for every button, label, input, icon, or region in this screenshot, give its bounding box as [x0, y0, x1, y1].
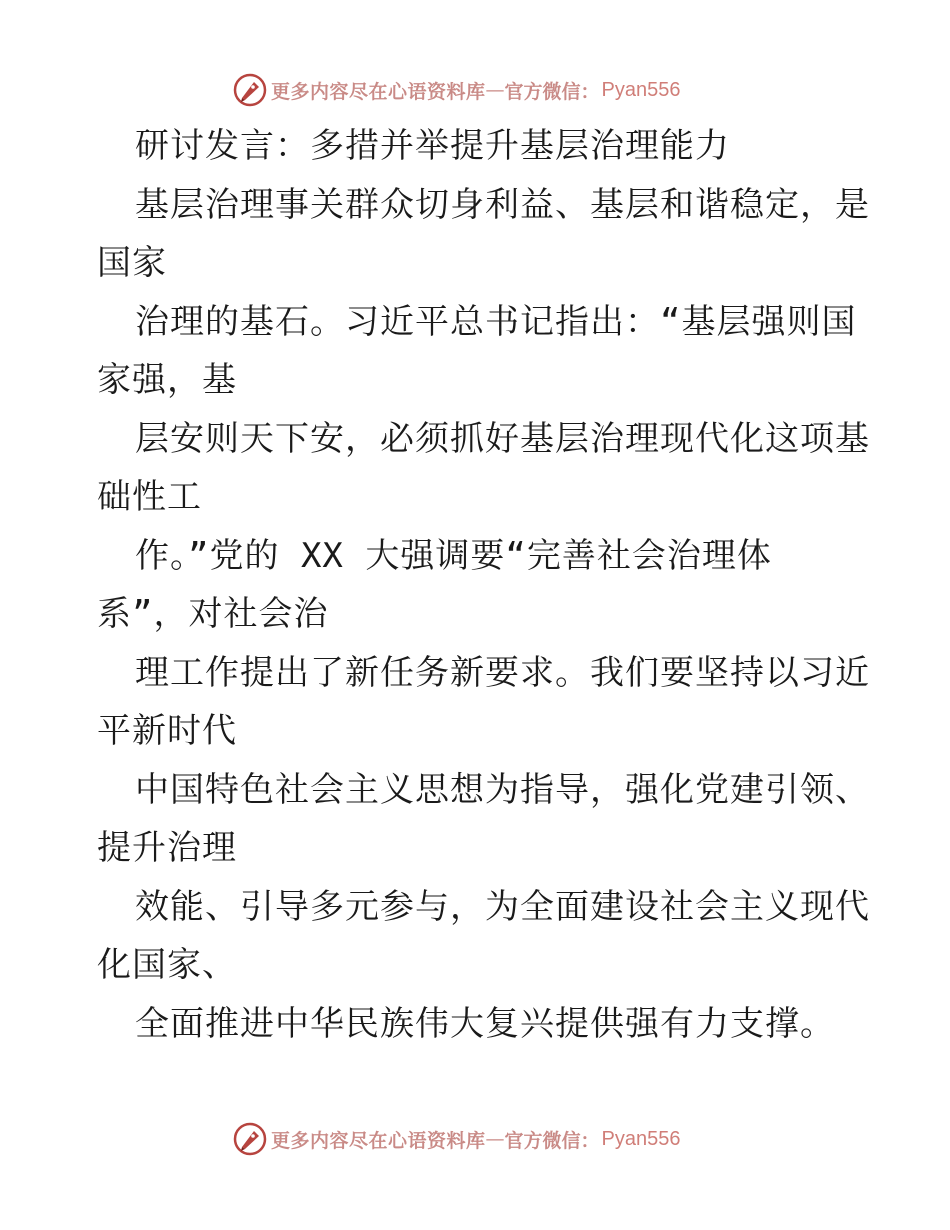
paragraph-line: 治理的基石。习近平总书记指出：“基层强则国	[135, 302, 857, 342]
banner-wechat-label: 官方微信：	[504, 1129, 600, 1152]
banner-wechat-label: 官方微信：	[504, 80, 600, 103]
paragraph-line: 国家	[97, 243, 167, 283]
banner-separator: —	[485, 79, 505, 101]
paragraph-line: 平新时代	[97, 711, 237, 751]
banner-wechat-id: Pyan556	[601, 1127, 681, 1150]
pen-nib-logo-icon	[233, 1122, 267, 1156]
paragraph-line: 效能、引导多元参与，为全面建设社会主义现代	[135, 887, 870, 927]
paragraph-line: 化国家、	[97, 945, 237, 985]
header-banner	[233, 72, 681, 108]
document-title: 研讨发言：多措并举提升基层治理能力	[135, 126, 730, 166]
paragraph-line: 础性工	[97, 477, 202, 517]
paragraph-line: 理工作提出了新任务新要求。我们要坚持以习近	[135, 653, 870, 693]
paragraph-line: 系”，对社会治	[97, 594, 329, 634]
banner-wechat-id: Pyan556	[601, 78, 681, 101]
pen-nib-logo-icon	[233, 73, 267, 107]
paragraph-line: 中国特色社会主义思想为指导，强化党建引领、	[135, 770, 870, 810]
paragraph-line: 基层治理事关群众切身利益、基层和谐稳定，是	[135, 185, 870, 225]
paragraph-line: 家强，基	[97, 360, 237, 400]
paragraph-line: 层安则天下安，必须抓好基层治理现代化这项基	[135, 419, 870, 459]
banner-text: 更多内容尽在心语资料库	[271, 1129, 486, 1152]
banner-text: 更多内容尽在心语资料库	[271, 80, 486, 103]
footer-banner	[233, 1121, 681, 1157]
paragraph-line: 全面推进中华民族伟大复兴提供强有力支撑。	[135, 1004, 835, 1044]
banner-separator: —	[485, 1128, 505, 1150]
paragraph-line: 作。”党的 XX 大强调要“完善社会治理体	[135, 536, 772, 576]
paragraph-line: 提升治理	[97, 828, 237, 868]
